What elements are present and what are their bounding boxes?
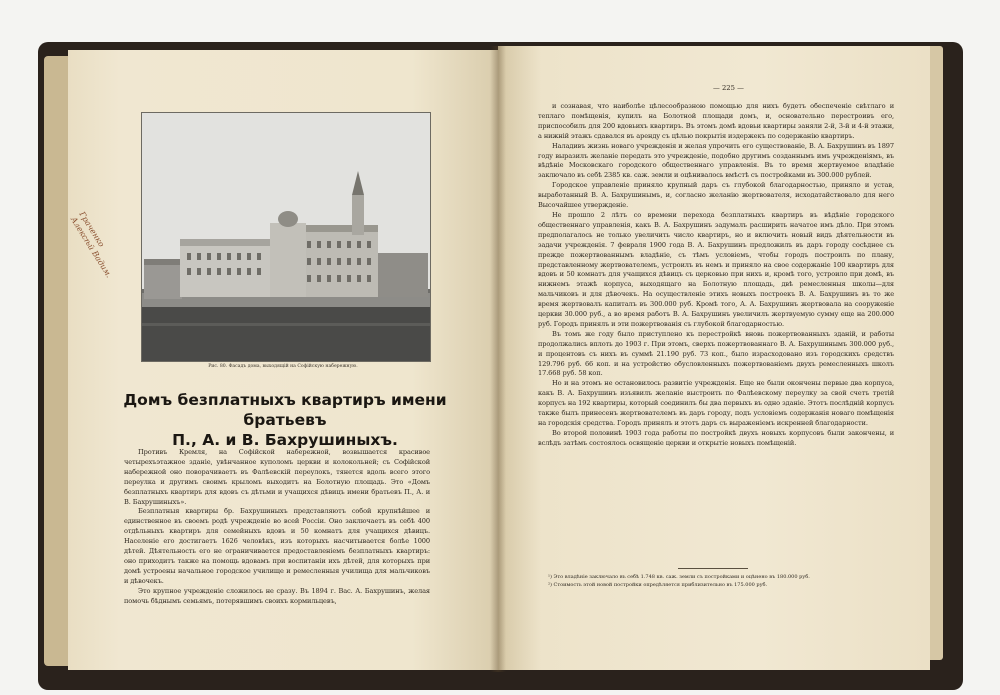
- paragraph: Не прошло 2 лѣтъ со времени перехода безплатныхъ квартиръ въ вѣдѣніе городского общественнаго управленія, какъ В. А. Бахрушинъ задумалъ расширить начатое имъ дѣло. При этомъ предполагалось не только увеличить число квартиръ, но и включить новый видъ дѣятельности въ задачи учрежденія. 7 февраля 1900 года В. А. Бахрушинъ предложилъ въ даръ городу сосѣднее съ прежде пожертвованнымъ владѣніе, съ тѣмъ условіемъ, чтобы городъ построилъ по плану, представленному жертвователемъ, устроилъ въ немъ и приняло на свое содержаніе 100 квартиръ для вдовъ и 50 комнатъ для учащихся дѣвицъ съ церковью при нихъ и, кромѣ того, устроило при домѣ, въ нижнемъ этажѣ корпуса, выходящаго на Болотную площадь, двѣ ремесленныя школы—для мальчиковъ и для дѣвочекъ. На осуществленіе этихъ новыхъ построекъ В. А. Бахрушинъ въ то же время жертвовалъ капиталъ въ 300.000 руб. Кромѣ того, А. А. Бахрушинъ жертвовала на сооруженіе церкви 30.000 руб., а во время работъ В. А. Бахрушинъ увеличилъ жертвуемую сумму еще на 200.000 руб. Городъ принялъ и эти пожертвованія съ глубокой благодарностью.: [538, 210, 894, 328]
- section-title: [120, 390, 450, 450]
- paragraph: Противъ Кремля, на Софійской набережной, возвышается красивое четырехъэтажное зданіе, увѣнчанное куполомъ церкви и колокольней; съ Софійской набережной оно поворачиваетъ въ Фалѣевскій переулокъ, тянется вдоль всего этого переулка и другимъ своимъ крыломъ выходитъ на Болотную площадь. Это «Домъ безплатныхъ квартиръ для вдовъ съ дѣтьми и учащихся дѣвицъ имени братьевъ П., А. и В. Бахрушиныхъ».: [124, 448, 430, 506]
- paragraph: и сознавая, что наиболѣе цѣлесообразною помощью для нихъ будетъ обеспеченіе свѣтлаго и теплаго помѣщенія, купилъ на Болотной площади домъ, и, основательно перестроивъ его, приспособилъ для 200 вдовьихъ квартиръ. Въ этомъ домѣ вдовьи квартиры заняли 2-й, 3-й и 4-й этажи, а нижній этажъ сдавался въ аренду съ цѣлью покрытія издержекъ по содержанію квартиръ.: [538, 102, 894, 140]
- footnote: ²) Стоимость этой новой постройки опредѣляется приблизительно въ 175.000 руб.: [548, 582, 768, 588]
- paragraph: Но и на этомъ не остановилось развитіе учрежденія. Еще не были окончены первые два корпуса, какъ В. А. Бахрушинъ изъявилъ желаніе выстроить по Фалѣевскому переулку за свой счетъ третій корпусъ на 192 квартиры, который соединилъ бы два первыхъ въ одно зданіе. Этотъ послѣдній корпусъ также былъ принесенъ жертвователемъ въ даръ городу, подъ условіемъ содержанія новаго помѣщенія на городскія средства. Городъ принялъ и этотъ даръ съ выраженіемъ искренней благодарности.: [538, 379, 894, 427]
- paragraph: Городское управленіе приняло крупный даръ съ глубокой благодарностью, приняло и устав, выработанный В. А. Бахрушинымъ, и, согласно желанію жертвователя, исходатайствовало для него Высочайшее утвержденіе.: [538, 181, 894, 210]
- footnote-divider: [678, 568, 748, 569]
- paragraph: Во второй половинѣ 1903 года работы по постройкѣ двухъ новыхъ корпусовъ были закончены, и вслѣдъ затѣмъ состоялось освященіе церкви и открытіе новыхъ помѣщеній.: [538, 428, 894, 447]
- book-gutter: [490, 46, 506, 672]
- paragraph: Въ томъ же году было приступлено къ перестройкѣ вновь пожертвованныхъ зданій, и работы продолжались вплоть до 1903 г. При этомъ, сверхъ пожертвованнаго В. А. Бахрушинымъ 300.000 руб., и процентовъ съ нихъ въ суммѣ 21.190 руб. 73 коп., было израсходовано изъ городскихъ средствъ 129.796 руб. 66 коп. и на устройство обусловленныхъ пожертвованіемъ двухъ ремесленныхъ школъ 17.668 руб. 58 коп.: [538, 329, 894, 378]
- handwritten-note: Граченко Алексѣй Вадим.: [68, 210, 114, 280]
- photo-caption: Рис. 80. Фасадъ дома, выходящій на Софійскую набережную.: [208, 364, 358, 369]
- left-body-text: [124, 448, 430, 607]
- paragraph: Это крупное учрежденіе сложилось не сразу. Въ 1894 г. Вас. А. Бахрушинъ, желая помочь бѣднымъ семьямъ, потерявшимъ своихъ кормильцевъ,: [124, 586, 430, 605]
- paragraph: Наладивъ жизнь новаго учрежденія и желая упрочить его существованіе, В. А. Бахрушинъ въ 1897 году выразилъ желаніе передать это учрежденіе, подобно другимъ созданнымъ имъ учрежденіямъ, въ вѣдѣніе Московскаго городского общественнаго управленія. Въ то время жертвуемое владѣніе заключало въ себѣ 2385 кв. саж. земли и оцѣнивалось вмѣстѣ съ постройками въ 300.000 рублей.: [538, 141, 894, 180]
- right-body-text: [538, 102, 894, 449]
- page-number: — 225 —: [713, 84, 744, 92]
- title-line-1: Домъ безплатныхъ квартиръ имени братьевъ: [123, 391, 447, 429]
- footnotes: [538, 573, 894, 589]
- paragraph: Безплатныя квартиры бр. Бахрушиныхъ представляютъ собой крупнѣйшее и единственное въ своемъ родѣ учрежденіе во всей Россіи. Оно заключаетъ въ себѣ 400 отдѣльныхъ квартиръ для семейныхъ вдовъ и 50 комнатъ для учащихся дѣвицъ. Населеніе его достигаетъ 1626 человѣкъ, изъ которыхъ насчитывается болѣе 1000 дѣтей. Дѣятельность его не ограничивается предоставленіемъ безплатныхъ квартиръ: оно приходитъ также на помощь вдовамъ при воспитаніи ихъ дѣтей, для которыхъ при домѣ устроены начальное городское училище и ремесленныя училища для мальчиковъ и дѣвочекъ.: [124, 507, 430, 585]
- left-page: [68, 50, 498, 670]
- building-photo: [141, 112, 431, 362]
- right-page: [498, 46, 930, 670]
- title-line-2: П., А. и В. Бахрушиныхъ.: [172, 431, 398, 449]
- footnote: ¹) Это владѣніе заключало въ себѣ 1.748 кв. саж. земли съ постройками и оцѣнено въ 180.000 руб.: [548, 574, 810, 580]
